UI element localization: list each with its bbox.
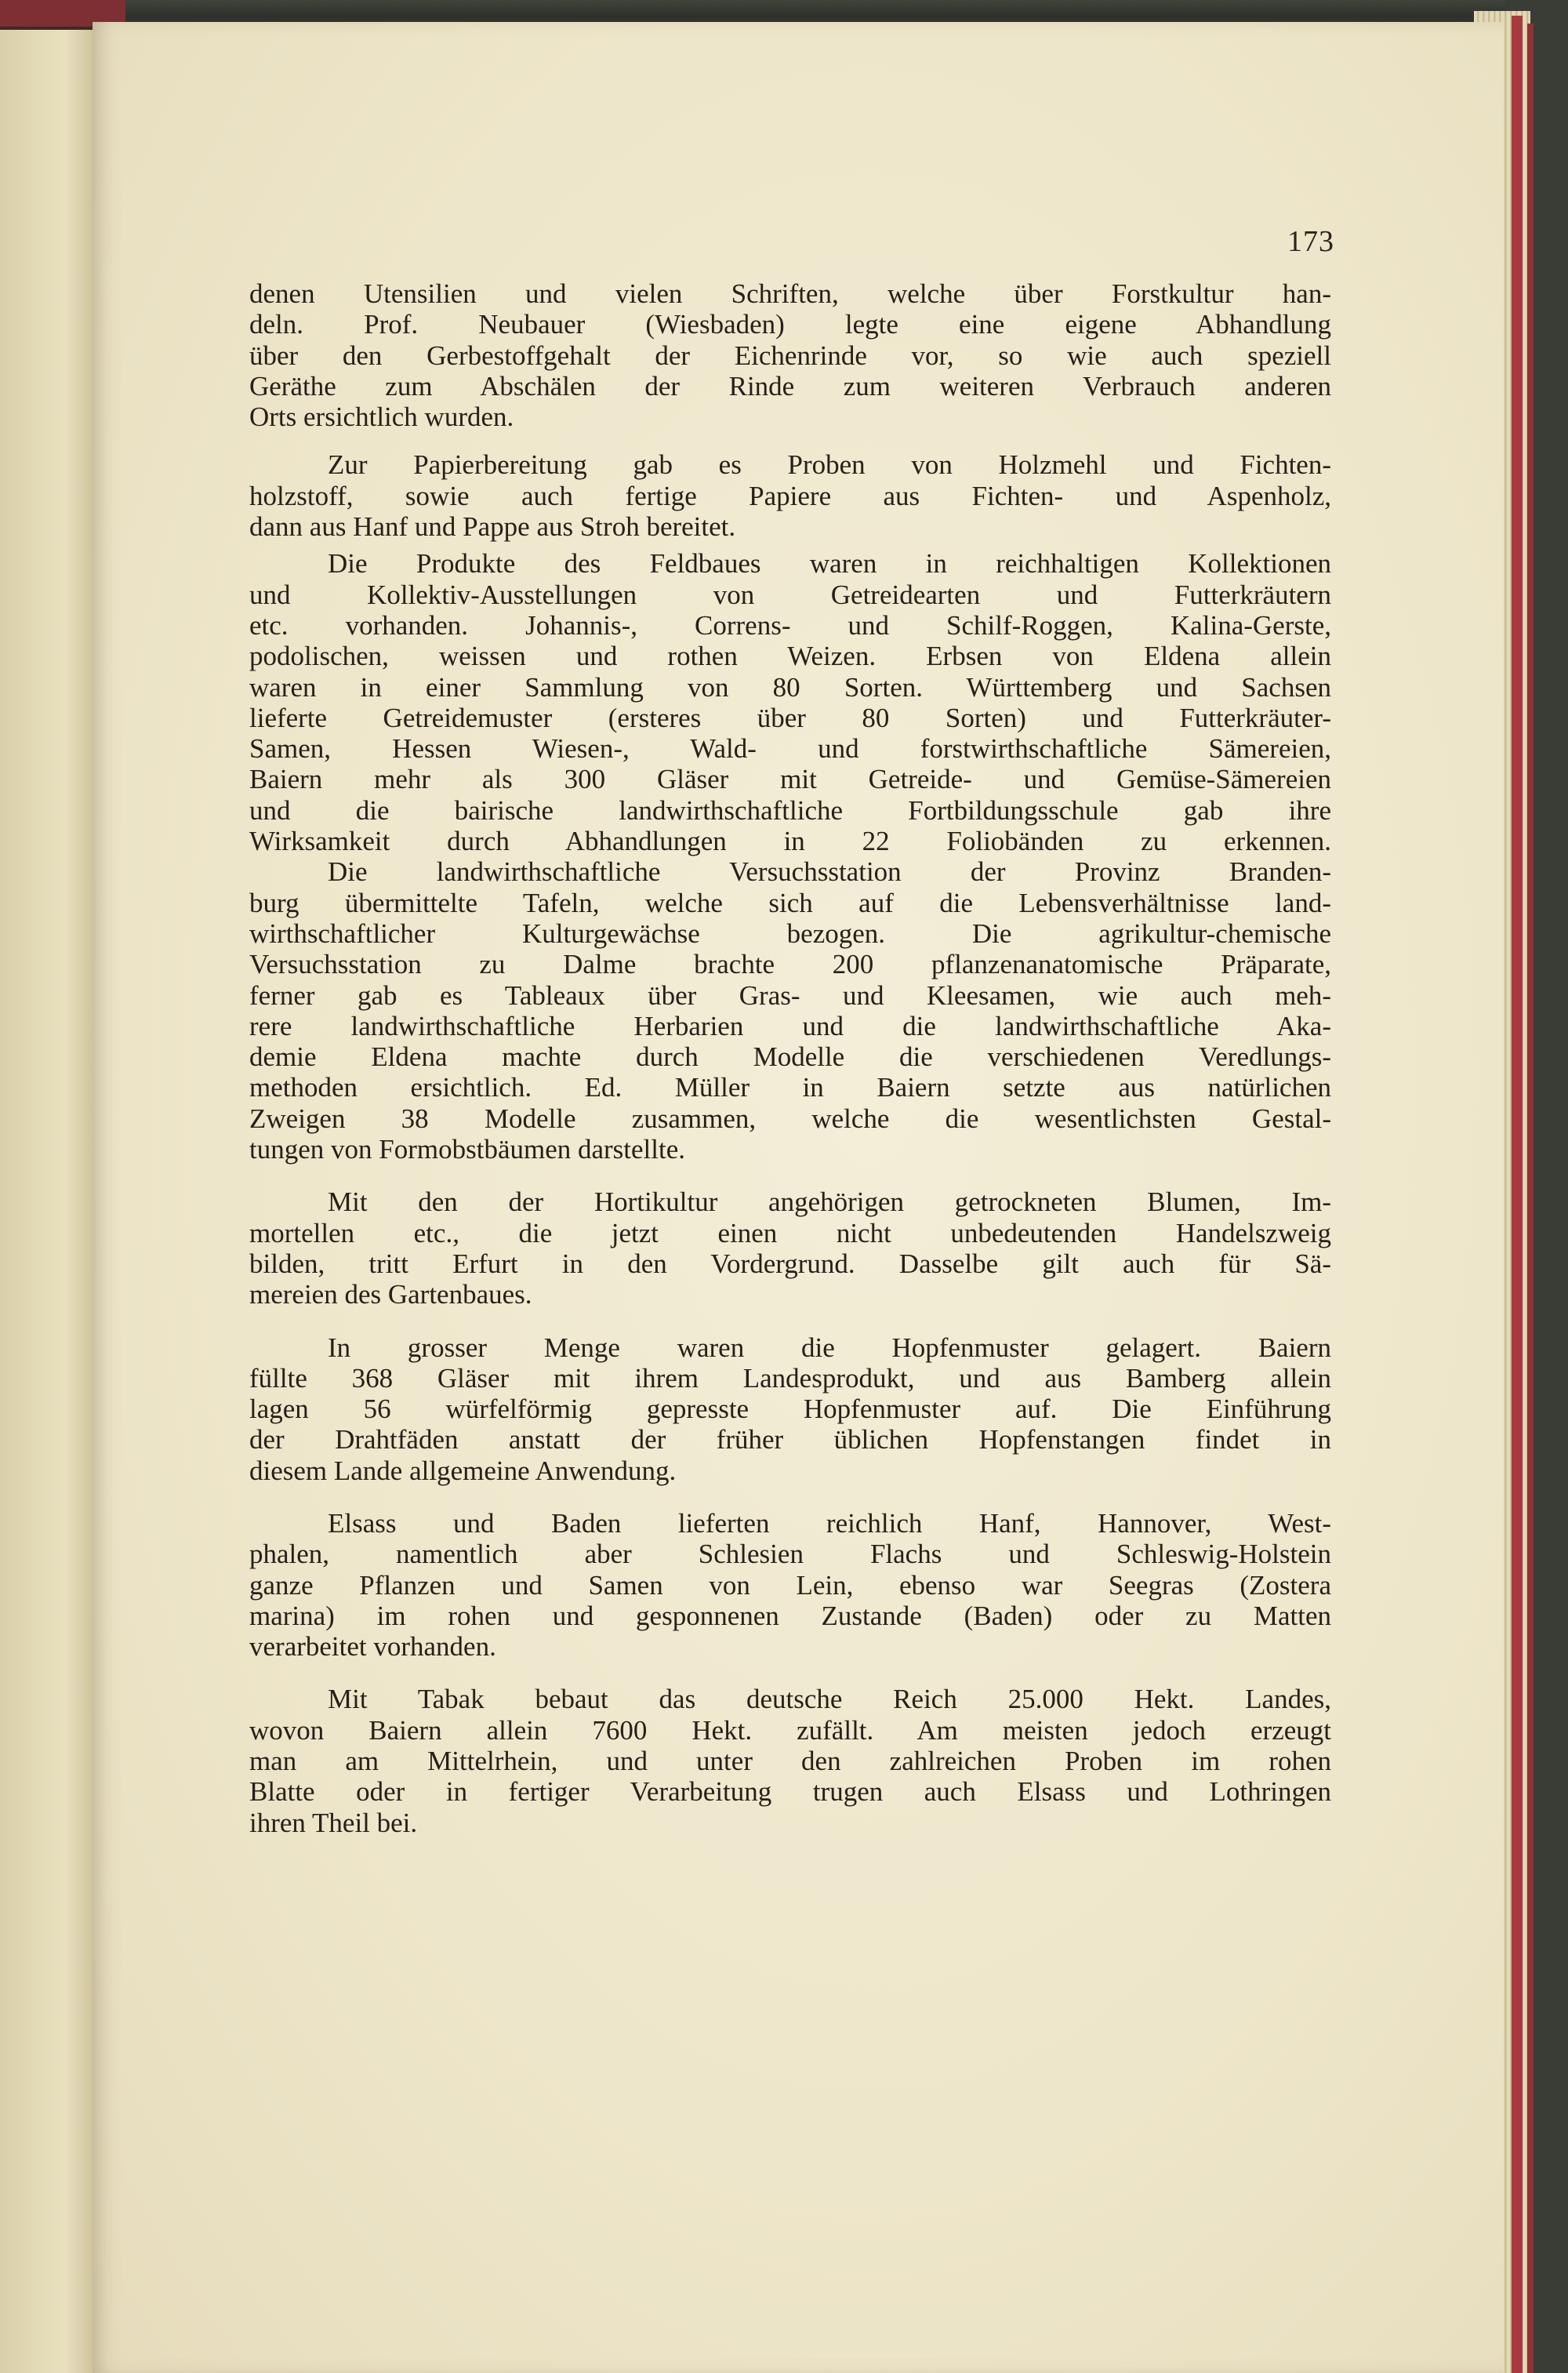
page-number: 173 [1287, 225, 1334, 258]
text-line: marina) im rohen und gesponnenen Zustande (Baden) oder zu Matten [249, 1600, 1331, 1631]
text-line: und die bairische landwirthschaftliche Fortbildungsschule gab ihre [249, 794, 1331, 826]
text-line: mereien des Gartenbaues. [249, 1279, 532, 1310]
red-page-edge-inner [1527, 24, 1534, 2373]
text-line: demie Eldena machte durch Modelle die verschiedenen Veredlungs- [249, 1041, 1331, 1073]
text-line: über den Gerbestoffgehalt der Eichenrinde vor, so wie auch speziell [249, 340, 1331, 371]
text-line: dann aus Hanf und Pappe aus Stroh bereitet. [249, 511, 736, 543]
text-line: Geräthe zum Abschälen der Rinde zum weiteren Verbrauch anderen [249, 370, 1331, 402]
text-line: lagen 56 würfelförmig gepresste Hopfenmuster auf. Die Einführung [249, 1394, 1331, 1425]
text-line: wirthschaftlicher Kulturgewächse bezogen. Die agrikultur-chemische [249, 918, 1331, 949]
text-line: Blatte oder in fertiger Verarbeitung trugen auch Elsass und Lothringen [249, 1776, 1331, 1808]
text-line: wovon Baiern allein 7600 Hekt. zufällt. Am meisten jedoch erzeugt [249, 1714, 1331, 1746]
text-line: der Drahtfäden anstatt der früher üblichen Hopfenstangen findet in [249, 1424, 1331, 1455]
paragraph-8 [249, 1684, 1331, 1837]
text-line: Baiern mehr als 300 Gläser mit Getreide- und Gemüse-Sämereien [249, 764, 1331, 795]
paragraph-1 [249, 278, 1331, 432]
text-line: etc. vorhanden. Johannis-, Correns- und Schilf-Roggen, Kalina-Gerste, [249, 609, 1331, 641]
paragraph-7 [249, 1508, 1331, 1662]
paragraph-4 [249, 856, 1331, 1165]
text-line: verarbeitet vorhanden. [249, 1631, 496, 1663]
text-line: Die landwirthschaftliche Versuchsstation der Provinz Branden- [328, 856, 1331, 888]
text-line: lieferte Getreidemuster (ersteres über 80 Sorten) und Futterkräuter- [249, 702, 1331, 733]
text-line: deln. Prof. Neubauer (Wiesbaden) legte eine eigene Abhandlung [249, 309, 1331, 340]
text-line: methoden ersichtlich. Ed. Müller in Baiern setzte aus natürlichen [249, 1072, 1331, 1103]
text-line: Elsass und Baden lieferten reichlich Hanf, Hannover, West- [328, 1507, 1331, 1539]
facing-page-edge [0, 16, 95, 2373]
book-cover-top [125, 0, 1568, 17]
text-line: ferner gab es Tableaux über Gras- und Kleesamen, wie auch meh- [249, 979, 1331, 1011]
paragraph-2 [249, 449, 1331, 542]
paragraph-5 [249, 1186, 1331, 1310]
text-line: und Kollektiv-Ausstellungen von Getreidearten und Futterkräutern [249, 579, 1331, 610]
text-line: Orts ersichtlich wurden. [249, 402, 514, 433]
text-line: bilden, tritt Erfurt in den Vordergrund. Dasselbe gilt auch für Sä- [249, 1248, 1331, 1279]
page-text [249, 278, 1331, 1838]
text-line: Mit den der Hortikultur angehörigen getrockneten Blumen, Im- [328, 1186, 1331, 1218]
text-line: rere landwirthschaftliche Herbarien und die landwirthschaftliche Aka- [249, 1010, 1331, 1041]
text-line: Zur Papierbereitung gab es Proben von Holzmehl und Fichten- [328, 449, 1331, 481]
text-line: diesem Lande allgemeine Anwendung. [249, 1455, 677, 1486]
red-page-edge [1512, 16, 1523, 2373]
text-line: man am Mittelrhein, und unter den zahlreichen Proben im rohen [249, 1746, 1331, 1777]
text-line: tungen von Formobstbäumen darstellte. [249, 1134, 686, 1165]
text-line: Mit Tabak bebaut das deutsche Reich 25.000 Hekt. Landes, [328, 1684, 1331, 1715]
text-line: Samen, Hessen Wiesen-, Wald- und forstwirthschaftliche Sämereien, [249, 733, 1331, 765]
text-line: waren in einer Sammlung von 80 Sorten. Württemberg und Sachsen [249, 671, 1331, 703]
text-line: Die Produkte des Feldbaues waren in reichhaltigen Kollektionen [328, 548, 1331, 580]
text-line: burg übermittelte Tafeln, welche sich auf die Lebensverhältnisse land- [249, 887, 1331, 918]
text-line: Zweigen 38 Modelle zusammen, welche die wesentlichsten Gestal- [249, 1103, 1331, 1134]
paragraph-6 [249, 1332, 1331, 1486]
text-line: denen Utensilien und vielen Schriften, welche über Forstkultur han- [249, 278, 1331, 309]
paragraph-3 [249, 548, 1331, 856]
text-line: füllte 368 Gläser mit ihrem Landesprodukt, und aus Bamberg allein [249, 1362, 1331, 1394]
text-line: Wirksamkeit durch Abhandlungen in 22 Foliobänden zu erkennen. [249, 826, 1331, 857]
text-line: In grosser Menge waren die Hopfenmuster gelagert. Baiern [328, 1332, 1331, 1363]
text-line: mortellen etc., die jetzt einen nicht unbedeutenden Handelszweig [249, 1217, 1331, 1248]
text-line: podolischen, weissen und rothen Weizen. Erbsen von Eldena allein [249, 641, 1331, 672]
text-line: ihren Theil bei. [249, 1807, 418, 1838]
text-line: phalen, namentlich aber Schlesien Flachs und Schleswig-Holstein [249, 1539, 1331, 1570]
text-line: Versuchsstation zu Dalme brachte 200 pflanzenanatomische Präparate, [249, 949, 1331, 980]
text-line: holzstoff, sowie auch fertige Papiere aus Fichten- und Aspenholz, [249, 480, 1331, 511]
text-line: ganze Pflanzen und Samen von Lein, ebenso war Seegras (Zostera [249, 1569, 1331, 1601]
